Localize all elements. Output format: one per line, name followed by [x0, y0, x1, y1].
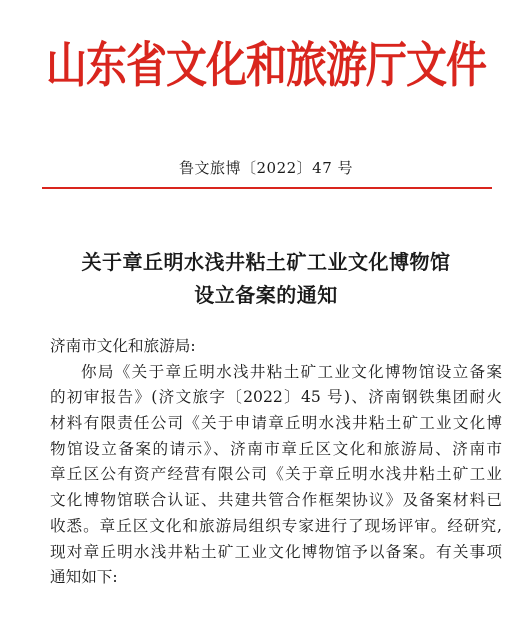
- paragraph-line: 物馆设立备案的请示》、济南市章丘区文化和旅游局、济南市: [50, 439, 502, 458]
- red-divider-line: [42, 187, 492, 189]
- notice-title-line-1: 关于章丘明水浅井粘土矿工业文化博物馆: [81, 250, 451, 274]
- paragraph-line: 通知如下:: [50, 568, 118, 587]
- paragraph-line: 章丘区公有资产经营有限公司《关于章丘明水浅井粘土矿工业: [50, 465, 502, 484]
- paragraph-line: 材料有限责任公司《关于申请章丘明水浅井粘土矿工业文化博: [50, 414, 502, 433]
- document-number: 鲁文旅博〔2022〕47 号: [178, 159, 354, 177]
- paragraph-line: 的初审报告》(济文旅字〔2022〕45 号)、济南钢铁集团耐火: [50, 388, 502, 407]
- paragraph-line: 文化博物馆联合认证、共建共管合作框架协议》及备案材料已: [50, 491, 502, 510]
- paragraph-line: 现对章丘明水浅井粘土矿工业文化博物馆予以备案。有关事项: [50, 542, 502, 561]
- paragraph-line: 你局《关于章丘明水浅井粘土矿工业文化博物馆设立备案: [81, 362, 502, 381]
- notice-title-line-2: 设立备案的通知: [194, 283, 338, 307]
- notice-body: [50, 334, 502, 591]
- salutation: 济南市文化和旅游局:: [50, 337, 196, 355]
- masthead-title: 山东省文化和旅游厅文件: [46, 36, 486, 94]
- paragraph-line: 收悉。章丘区文化和旅游局组织专家进行了现场评审。经研究,: [50, 516, 502, 535]
- notice-title: [0, 246, 532, 312]
